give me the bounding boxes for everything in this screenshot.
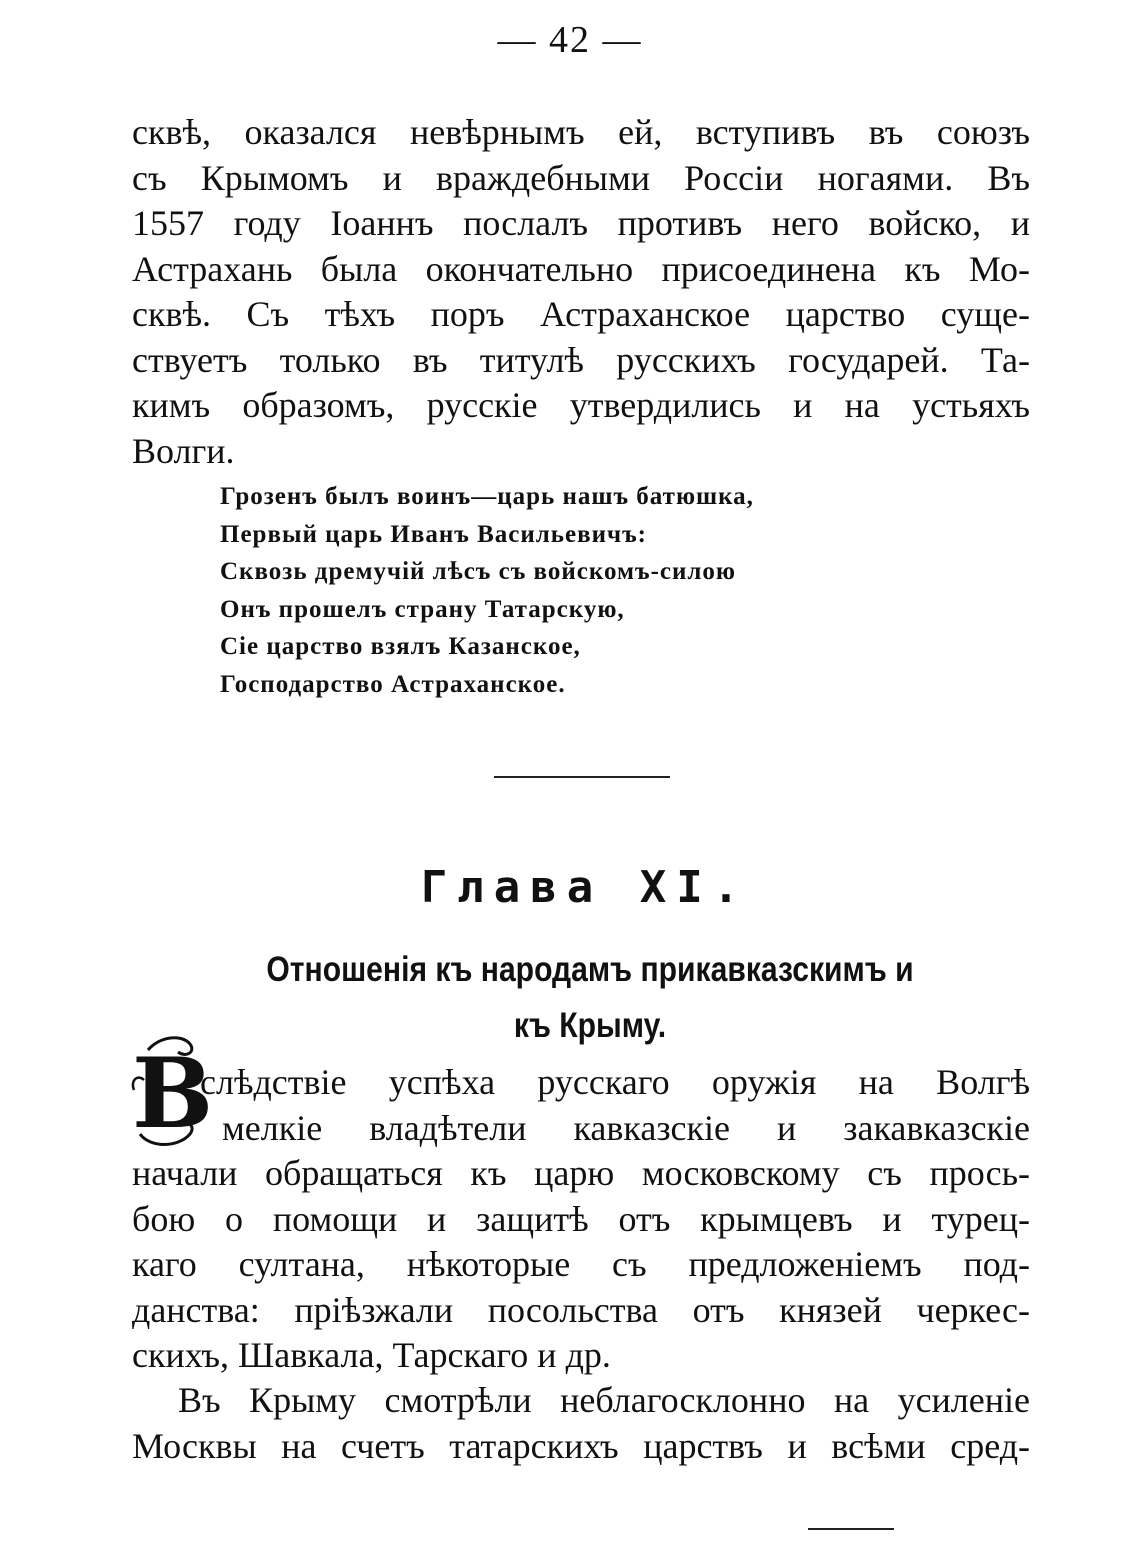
text-line: кимъ образомъ, русскіе утвердились и на устьяхъ	[132, 385, 1030, 425]
poem-quote	[220, 478, 754, 703]
page-number: — 42 —	[497, 19, 643, 61]
footer-rule	[808, 1528, 894, 1530]
text-line: сквѣ, оказался невѣрнымъ ей, вступивъ въ союзъ	[132, 112, 1030, 152]
text-line: съ Крымомъ и враждебными Россіи ногаями. Въ	[132, 157, 1030, 198]
poem-line: Сквозь дремучій лѣсъ съ войскомъ-силою	[220, 558, 737, 585]
paragraph-astrakhan	[132, 110, 1030, 474]
text-line: Москвы на счетъ татарскихъ царствъ и всѣми сред-	[132, 1425, 1030, 1466]
paragraph-caucasus	[132, 1060, 1030, 1379]
section-divider	[494, 776, 670, 778]
subtitle-line: Отношенія къ народамъ прикавказскимъ и	[266, 950, 914, 989]
subtitle-line: къ Крыму.	[513, 1006, 667, 1045]
text-line: начали обращаться къ царю московскому съ прось-	[132, 1153, 1030, 1193]
poem-line: Господарство Астраханское.	[220, 670, 566, 698]
text-line: Волги.	[132, 430, 235, 471]
text-line: сквѣ. Съ тѣхъ поръ Астраханское царство суще-	[132, 294, 1030, 334]
text-line: скихъ, Шавкала, Тарскаго и др.	[132, 1335, 611, 1375]
poem-line: Сіе царство взялъ Казанское,	[220, 633, 581, 660]
chapter-subtitle	[194, 942, 985, 1054]
text-line: каго султана, нѣкоторые съ предложеніемъ под-	[132, 1244, 1030, 1284]
text-line: бою о помощи и защитѣ отъ крымцевъ и турец-	[132, 1198, 1030, 1239]
text-line: Въ Крыму смотрѣли неблагосклонно на усиленіе	[178, 1380, 1030, 1420]
text-line: слѣдствіе успѣха русскаго оружія на Волгѣ	[200, 1062, 1030, 1102]
drop-cap-letter: В	[132, 1037, 214, 1150]
text-line: Астрахань была окончательно присоединена къ Мо-	[132, 248, 1030, 289]
text-line: мелкіе владѣтели кавказскіе и закавказскіе	[222, 1107, 1030, 1148]
poem-line: Первый царь Иванъ Васильевичъ:	[220, 520, 647, 548]
text-line: данства: пріѣзжали посольства отъ князей черкес-	[132, 1289, 1030, 1330]
paragraph-crimea	[132, 1378, 1030, 1469]
poem-line: Грозенъ былъ воинъ—царь нашъ батюшка,	[220, 483, 754, 510]
poem-line: Онъ прошелъ страну Татарскую,	[220, 595, 625, 623]
chapter-heading: Глава XI.	[420, 862, 750, 913]
text-line: 1557 году Іоаннъ послалъ противъ него войско, и	[132, 203, 1030, 243]
text-line: ствуетъ только въ титулѣ русскихъ государей. Та-	[132, 339, 1030, 380]
